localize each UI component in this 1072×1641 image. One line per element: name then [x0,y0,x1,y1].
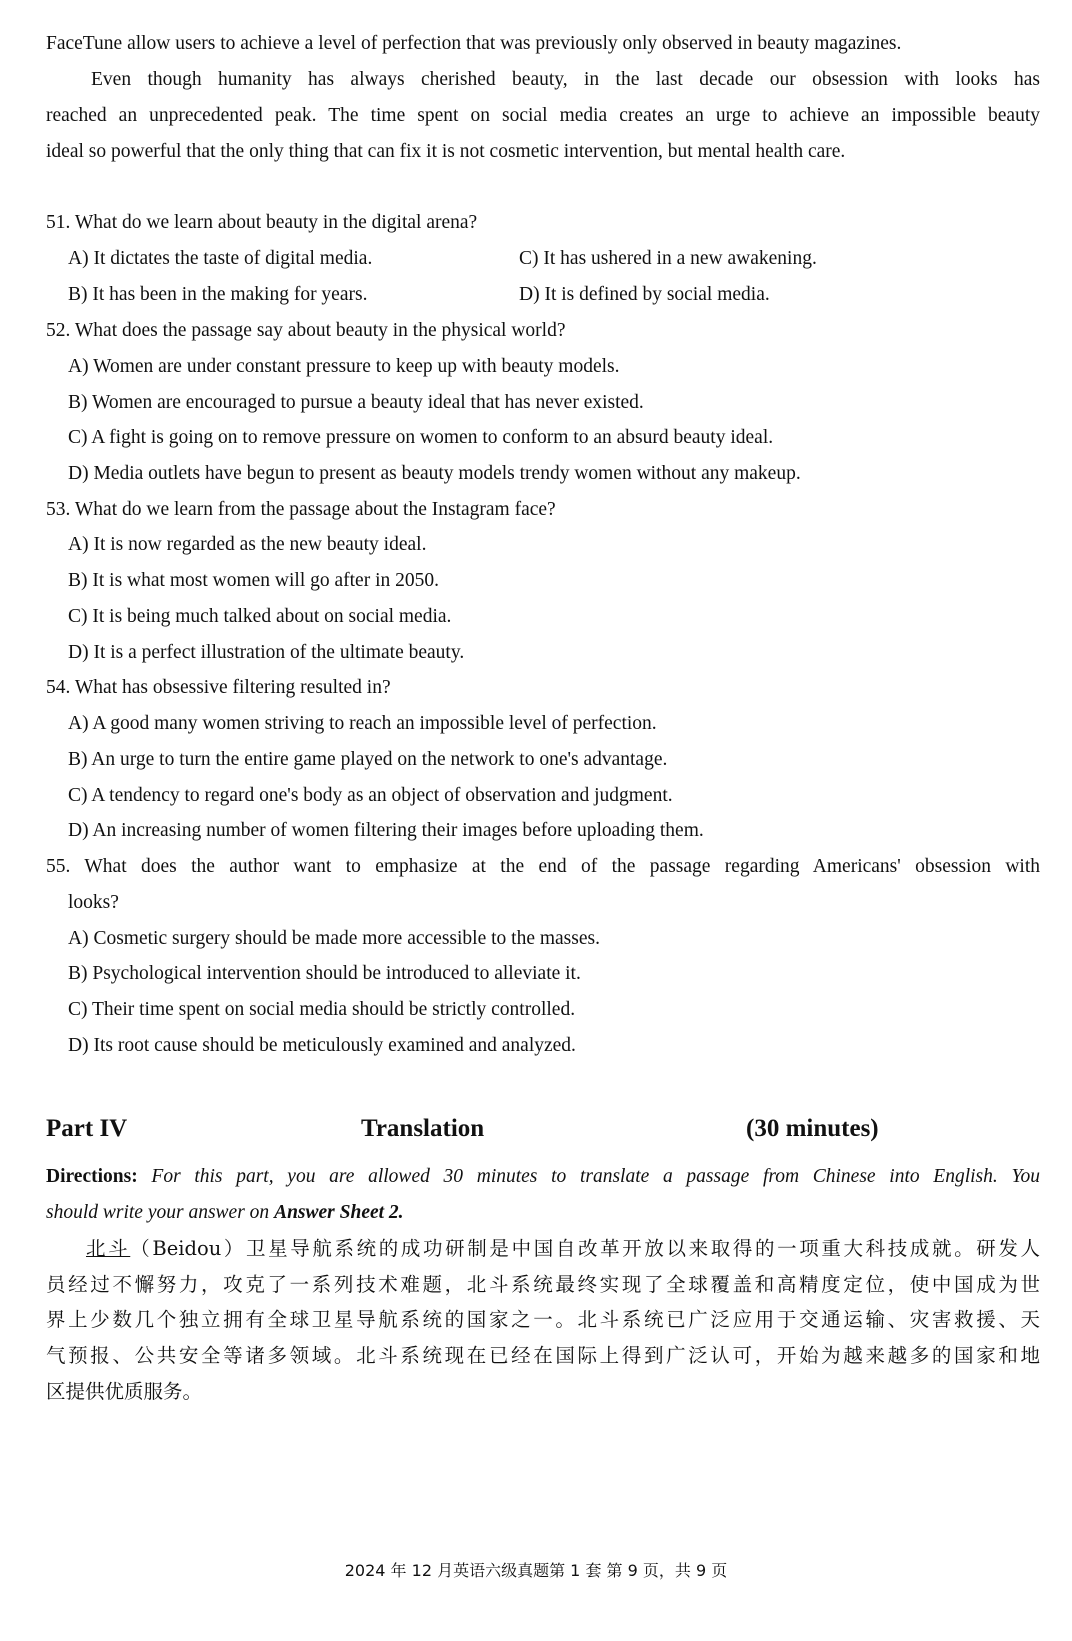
option-text: B) It has been in the making for years. [68,284,368,305]
directions-line [46,1163,1040,1191]
section-title: Translation [361,1115,485,1142]
option-a[interactable]: A) It is now regarded as the new beauty ideal. [68,534,427,555]
directions-label: Directions: [46,1166,138,1187]
question-stem: 55. What does the author want to emphasize at the end of the passage regarding Americans' obsession with [46,856,1040,877]
answer-sheet-ref: Answer Sheet 2. [274,1202,404,1223]
option-text: C) It has ushered in a new awakening. [519,248,817,269]
question-stem: 54. What has obsessive filtering resulted in? [46,677,391,698]
question-stem: 51. What do we learn about beauty in the digital arena? [46,212,478,233]
question-stem: 53. What do we learn from the passage about the Instagram face? [46,499,556,520]
section-time: (30 minutes) [746,1115,879,1142]
option-d[interactable]: D) Media outlets have begun to present as beauty models trendy women without any makeup. [68,463,801,484]
passage-line: ideal so powerful that the only thing that can fix it is not cosmetic intervention, but mental health care. [46,141,846,162]
option-b[interactable]: B) Psychological intervention should be introduced to alleviate it. [68,963,581,984]
part-label: Part IV [46,1115,128,1142]
page-footer: 2024 年 12 月英语六级真题第 1 套 第 9 页，共 9 页 [344,1561,728,1580]
chinese-passage-line: 区提供优质服务。 [46,1380,203,1403]
option-d[interactable]: D) Its root cause should be meticulously examined and analyzed. [68,1035,576,1056]
directions-text: should write your answer on [46,1202,270,1223]
option-d[interactable]: D) It is a perfect illustration of the ultimate beauty. [68,642,465,663]
passage-line: Even though humanity has always cherished beauty, in the last decade our obsession with looks has [91,69,1040,90]
directions-line [46,1199,1040,1227]
option-c[interactable]: C) Their time spent on social media should be strictly controlled. [68,999,576,1020]
option-a[interactable]: A) Cosmetic surgery should be made more accessible to the masses. [68,928,600,949]
passage-line: FaceTune allow users to achieve a level of perfection that was previously only observed in beauty magazines. [46,33,902,54]
option-d[interactable] [519,281,1019,309]
option-text: A) It dictates the taste of digital media. [68,248,373,269]
underlined-term: 北斗 [86,1237,131,1260]
question-stem: 52. What does the passage say about beauty in the physical world? [46,320,566,341]
chinese-passage-line: 员经过不懈努力，攻克了一系列技术难题，北斗系统最终实现了全球覆盖和高精度定位，使中国成为世 [46,1273,1040,1296]
option-a[interactable]: A) A good many women striving to reach an impossible level of perfection. [68,713,657,734]
option-a[interactable]: A) Women are under constant pressure to keep up with beauty models. [68,356,620,377]
option-c[interactable]: C) It is being much talked about on social media. [68,606,452,627]
option-c[interactable]: C) A tendency to regard one's body as an object of observation and judgment. [68,785,673,806]
option-b[interactable]: B) Women are encouraged to pursue a beauty ideal that has never existed. [68,392,644,413]
option-text: D) It is defined by social media. [519,284,770,305]
option-c[interactable]: C) A fight is going on to remove pressure on women to conform to an absurd beauty ideal. [68,427,774,448]
chinese-passage-line: 界上少数几个独立拥有全球卫星导航系统的国家之一。北斗系统已广泛应用于交通运输、灾害救援、天 [46,1308,1040,1331]
option-d[interactable]: D) An increasing number of women filtering their images before uploading them. [68,820,704,841]
chinese-passage-line [86,1235,1040,1263]
option-c[interactable] [519,245,1019,273]
chinese-passage-line: 气预报、公共安全等诸多领域。北斗系统现在已经在国际上得到广泛认可，开始为越来越多的国家和地 [46,1344,1040,1367]
directions-text: For this part, you are allowed 30 minutes to translate a passage from Chinese into English. You [151,1166,1040,1187]
chinese-text: （Beidou）卫星导航系统的成功研制是中国自改革开放以来取得的一项重大科技成就。研发人 [130,1237,1040,1260]
passage-line: reached an unprecedented peak. The time spent on social media creates an urge to achieve an impossible beauty [46,105,1040,126]
question-stem-continued: looks? [68,892,119,913]
option-b[interactable]: B) An urge to turn the entire game played on the network to one's advantage. [68,749,668,770]
option-b[interactable]: B) It is what most women will go after in 2050. [68,570,439,591]
